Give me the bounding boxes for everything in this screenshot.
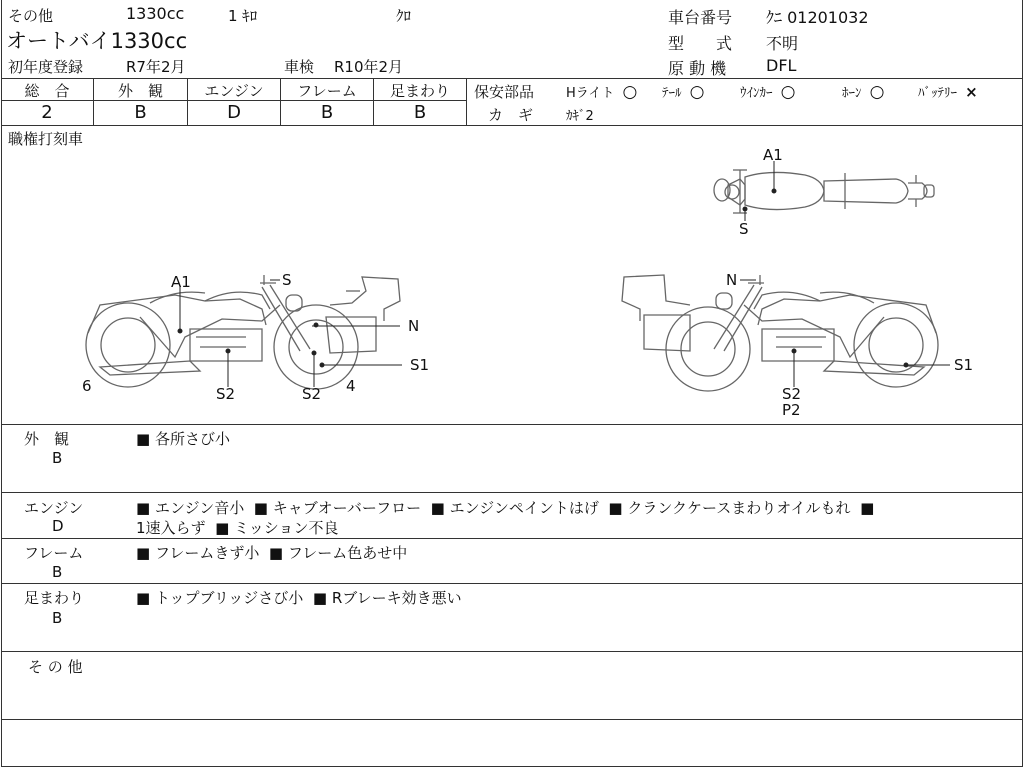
engine-label: エンジン	[204, 82, 264, 100]
left-label-s2b: S2	[302, 385, 322, 403]
grade-divider	[466, 78, 467, 125]
left-label-4: 4	[346, 377, 356, 395]
displacement: 1330cc	[126, 4, 185, 23]
remark-suspension-grade: B	[52, 609, 63, 627]
top-label-s: S	[739, 220, 749, 238]
model-name: オートバイ1330cc	[6, 29, 188, 53]
safety-headlight: Hライト ○	[566, 82, 638, 102]
remark-suspension-label: 足まわり	[24, 589, 85, 607]
remark-exterior-label: 外 観	[24, 430, 70, 448]
other-label: そ の 他	[28, 658, 83, 676]
remark-engine-grade: D	[52, 517, 64, 535]
type-value: 不明	[766, 34, 799, 53]
safety-tail: ﾃｰﾙ ○	[662, 82, 705, 102]
left-label-s1: S1	[410, 356, 430, 374]
engine-model-label: 原 動 機	[668, 59, 727, 78]
right-label-p2: P2	[782, 401, 801, 419]
first-reg-value: R7年2月	[126, 58, 186, 76]
remark-divider	[1, 538, 1022, 539]
remark-frame-grade: B	[52, 563, 63, 581]
frame-no-label: 車台番号	[668, 8, 733, 27]
status-mark: ○	[622, 82, 638, 102]
engine-model-value: DFL	[766, 56, 797, 75]
safety-horn: ﾎｰﾝ ○	[842, 82, 885, 102]
suspension-value: B	[413, 102, 427, 123]
status-mark: ○	[689, 82, 705, 102]
safety-battery: ﾊﾞｯﾃﾘｰ ×	[918, 83, 978, 101]
inspection-value: R10年2月	[334, 58, 404, 76]
overall-value: 2	[41, 102, 53, 123]
right-label-s2: S2	[782, 385, 802, 403]
remark-divider	[1, 492, 1022, 493]
remark-engine-items-wrap: 1速入らず ■ ミッション不良	[136, 519, 339, 537]
remark-engine-items: ■ エンジン音小 ■ キャブオーバーフロー ■ エンジンペイントはげ ■ クランクケースまわりオイルもれ ■	[136, 499, 875, 517]
engine-value: D	[227, 102, 241, 123]
color: ｸﾛ	[396, 7, 412, 25]
exterior-label: 外 観	[117, 82, 163, 100]
remark-frame-label: フレーム	[24, 544, 84, 562]
right-label-n: N	[726, 271, 738, 289]
mileage: 1 ｷﾛ	[228, 7, 258, 25]
top-view-bike	[714, 170, 934, 213]
safety-winker: ｳｲﾝｶｰ ○	[740, 82, 796, 102]
motorcycle-diagram	[0, 125, 1024, 425]
key-value: ｶｷﾞ2	[566, 109, 594, 124]
top-label-a1: A1	[763, 146, 783, 164]
remark-divider	[1, 719, 1022, 720]
exterior-value: B	[134, 102, 147, 123]
frame-label: フレーム	[297, 82, 357, 100]
remark-divider	[1, 651, 1022, 652]
status-mark: ×	[965, 83, 978, 101]
remark-engine-label: エンジン	[24, 499, 84, 517]
first-reg-label: 初年度登録	[8, 58, 84, 76]
remark-frame-items: ■ フレームきず小 ■ フレーム色あせ中	[136, 544, 408, 562]
remark-exterior-grade: B	[52, 449, 63, 467]
diagram-note: 職権打刻車	[8, 130, 84, 148]
status-mark: ○	[869, 82, 885, 102]
category: その他	[8, 7, 54, 25]
overall-label: 総 合	[24, 82, 70, 100]
left-side-bike	[86, 275, 400, 389]
status-mark: ○	[780, 82, 796, 102]
right-side-bike	[622, 275, 938, 391]
suspension-label: 足まわり	[389, 82, 450, 100]
remark-suspension-items: ■ トップブリッジさび小 ■ Rブレーキ効き悪い	[136, 589, 462, 607]
frame-value: B	[320, 102, 334, 123]
left-label-n: N	[408, 317, 420, 335]
frame-no-value: ｸﾆ 01201032	[766, 8, 869, 27]
left-label-s2a: S2	[216, 385, 236, 403]
left-label-6: 6	[82, 377, 92, 395]
remark-divider	[1, 583, 1022, 584]
remark-exterior-items: ■ 各所さび小	[136, 430, 230, 448]
left-label-a1: A1	[171, 273, 191, 291]
key-label: カ ギ	[488, 106, 534, 124]
right-label-s1: S1	[954, 356, 974, 374]
safety-label: 保安部品	[474, 83, 535, 101]
grade-top-line	[1, 78, 1022, 79]
type-label: 型 式	[668, 34, 733, 53]
inspection-label: 車検	[284, 58, 315, 76]
remarks-top-line	[1, 424, 1022, 425]
left-label-s: S	[282, 271, 292, 289]
